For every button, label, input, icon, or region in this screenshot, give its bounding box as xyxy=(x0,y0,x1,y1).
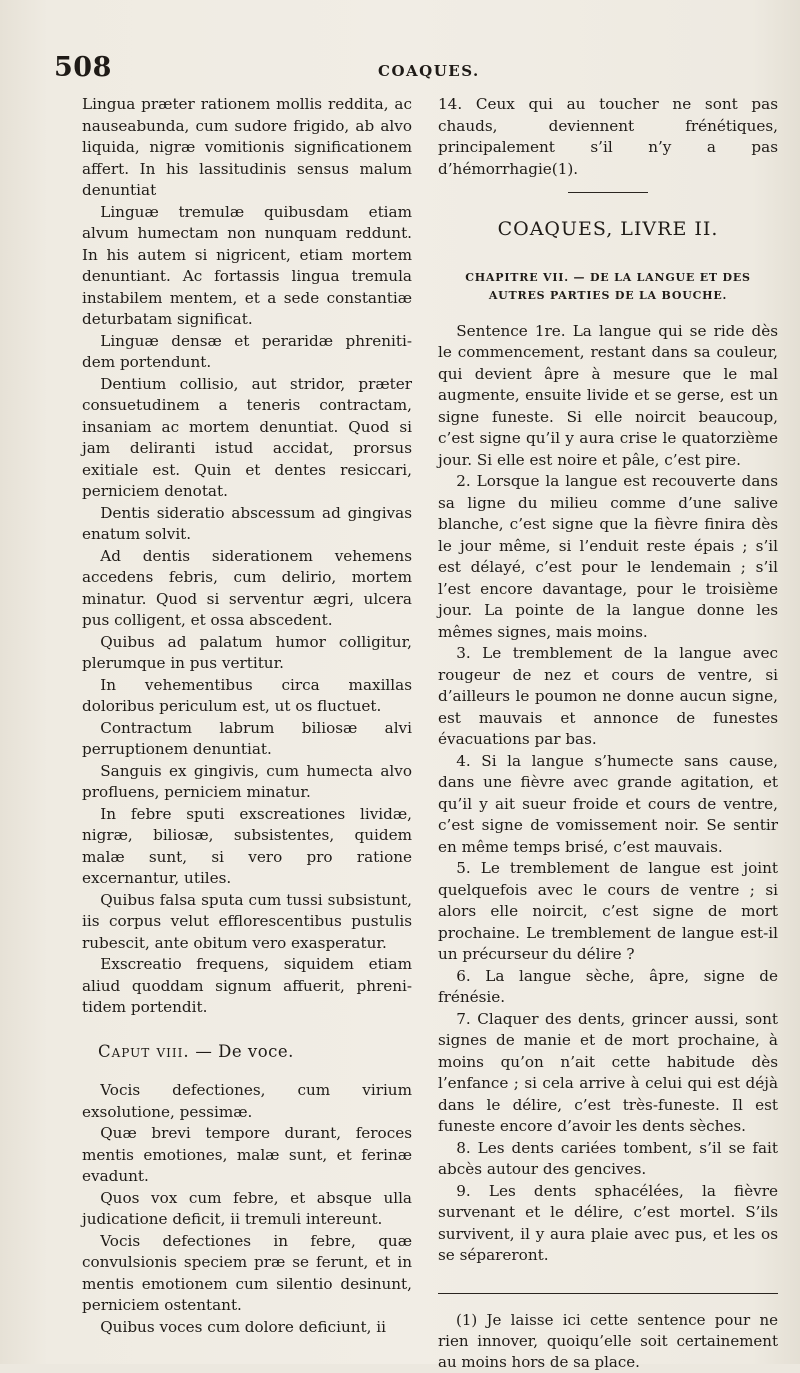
latin-paragraph: Vocis defectiones, cum virium exsolutione, pessimæ. xyxy=(82,1081,412,1121)
footnote-divider xyxy=(438,1293,778,1294)
latin-paragraph: In vehementibus circa maxillas doloribus periculum est, ut os fluctuet. xyxy=(82,675,412,715)
latin-paragraph: Vocis defectiones in febre, quæ convulsionis speciem præ se ferunt, et in mentis emotionem cum silentio desinunt, perniciem ostentant. xyxy=(82,1231,412,1314)
french-paragraph: 8. Les dents cariées tombent, s’il se fait abcès autour des gencives. xyxy=(438,1138,778,1178)
page-number: 508 xyxy=(54,52,112,83)
latin-paragraphs-before xyxy=(82,94,412,1019)
french-paragraph: 2. Lorsque la langue est recouverte dans sa ligne du milieu comme d’une salive blanche, c’est signe que la fièvre finira dès le jour même, si l’enduit reste épais ; s’il est délayé, c’est pour le lendemain ; s’il l’est encore davantage, pour le troisième jour. La pointe de la langue donne les mêmes signes, mais moins. xyxy=(438,472,778,641)
latin-paragraph: Dentium collisio, aut stridor, præter consuetudinem a teneris contractam, insaniam ac mortem denuntiat. Quod si jam deliranti istud accidat, prorsus exitiale est. Quin et dentes resiccari, perniciem denotat. xyxy=(82,374,412,500)
latin-paragraph: Quæ brevi tempore durant, feroces mentis emotiones, malæ sunt, et ferinæ evadunt. xyxy=(82,1124,412,1185)
french-paragraph: 6. La langue sèche, âpre, signe de frénésie. xyxy=(438,966,778,1006)
latin-paragraph: Quibus falsa sputa cum tussi subsistunt, iis corpus velut efflorescentibus pustulis rubescit, ante obitum vero exasperatur. xyxy=(82,890,412,952)
latin-paragraph: Contractum labrum biliosæ alvi perruptionem denuntiat. xyxy=(82,718,412,758)
chapter-heading: CHAPITRE VII. — DE LA LANGUE ET DES AUTRES PARTIES DE LA BOUCHE. xyxy=(465,270,751,302)
latin-paragraph: Quibus ad palatum humor colligitur, plerumque in pus vertitur. xyxy=(82,632,412,672)
latin-paragraph: Sanguis ex gingivis, cum humecta alvo profluens, perniciem minatur. xyxy=(82,761,412,801)
french-paragraph: 3. Le tremblement de la langue avec rougeur de nez et cours de ventre, si d’ailleurs le poumon ne donne aucun signe, est mauvais et annonce de funestes évacuations par bas. xyxy=(438,644,778,748)
latin-paragraph: Quos vox cum febre, et absque ulla judicatione deficit, ii tremuli intereunt. xyxy=(82,1188,412,1228)
latin-paragraph: Lingua præter rationem mollis reddita, ac nauseabunda, cum sudore frigido, ab alvo liquida, nigræ vomitionis significationem affert. In his lassitudinis sensus malum denuntiat xyxy=(82,95,412,199)
french-paragraph: 9. Les dents sphacélées, la fièvre survenant et le délire, c’est mortel. S’ils survivent, il y aura plaie avec pus, et les os se sépareront. xyxy=(438,1181,778,1264)
french-paragraph: 5. Le tremblement de langue est joint quelquefois avec le cours de ventre ; si alors elle noircit, c’est signe de mort prochaine. Le tremblement de langue est-il un précurseur du délire ? xyxy=(438,859,778,963)
latin-paragraph: Exscreatio frequens, siquidem etiam aliud quoddam signum affuerit, phreni-tidem portendit. xyxy=(82,955,412,1016)
section-heading-label: Caput viii. xyxy=(98,1041,190,1061)
section-heading-dash: — xyxy=(195,1041,213,1061)
section-heading xyxy=(98,1041,412,1063)
french-paragraph: 7. Claquer des dents, grincer aussi, sont signes de manie et de mort prochaine, à moins qu’on n’ait cette habitude dès l’enfance ; si cela arrive à celui qui est déjà dans le délire, c’est très-funeste. Il est funeste encore d’avoir les dents sèches. xyxy=(438,1009,778,1135)
footnote: (1) Je laisse ici cette sentence pour ne rien innover, quoiqu’elle soit certainement au moins hors de sa place. xyxy=(438,1310,778,1371)
latin-column xyxy=(82,94,412,1338)
book-title: COAQUES, LIVRE II. xyxy=(497,218,719,240)
french-paragraphs xyxy=(438,321,778,1267)
latin-paragraph: Ad dentis siderationem vehemens accedens febris, cum delirio, mortem minatur. Quod si serventur ægri, ulcera pus colligent, et ossa abscedent. xyxy=(82,546,412,629)
latin-paragraph: Linguæ tremulæ quibusdam etiam alvum humectam non nunquam reddunt. In his autem si nigricent, etiam mortem denuntiant. Ac fortassis lingua tremula instabilem mentem, et a sede constantiæ deturbatam significat. xyxy=(82,202,412,328)
latin-paragraph: Dentis sideratio abscessum ad gingivas enatum solvit. xyxy=(82,503,412,543)
french-paragraph: 4. Si la langue s’humecte sans cause, dans une fièvre avec grande agitation, et qu’il y ait sueur froide et cours de ventre, c’est signe de vomissement noir. Se sentir en même temps brisé, c’est mauvais. xyxy=(438,751,778,856)
running-head: COAQUES. xyxy=(378,62,480,80)
short-divider xyxy=(568,192,648,193)
french-column xyxy=(438,94,778,1373)
top-paragraph: 14. Ceux qui au toucher ne sont pas chauds, deviennent frénétiques, principalement s’il n’y a pas d’hémorrhagie(1). xyxy=(438,95,778,178)
latin-paragraph: In febre sputi exscreationes lividæ, nigræ, biliosæ, subsistentes, quidem malæ sunt, si vero pro ratione excernantur, utiles. xyxy=(82,804,412,887)
latin-paragraph: Quibus voces cum dolore deficiunt, ii xyxy=(100,1317,386,1336)
page-header xyxy=(0,52,800,86)
latin-paragraph: Linguæ densæ et peraridæ phreniti-dem portendunt. xyxy=(82,331,412,371)
section-heading-title: De voce. xyxy=(218,1041,294,1061)
latin-paragraphs-after xyxy=(82,1080,412,1338)
french-paragraph: Sentence 1re. La langue qui se ride dès le commencement, restant dans sa couleur, qui devient âpre à mesure que le mal augmente, ensuite livide et se gerse, est un signe funeste. Si elle noircit beaucoup, c’est signe qu’il y aura crise le quatorzième jour. Si elle est noire et pâle, c’est pire. xyxy=(438,321,778,469)
